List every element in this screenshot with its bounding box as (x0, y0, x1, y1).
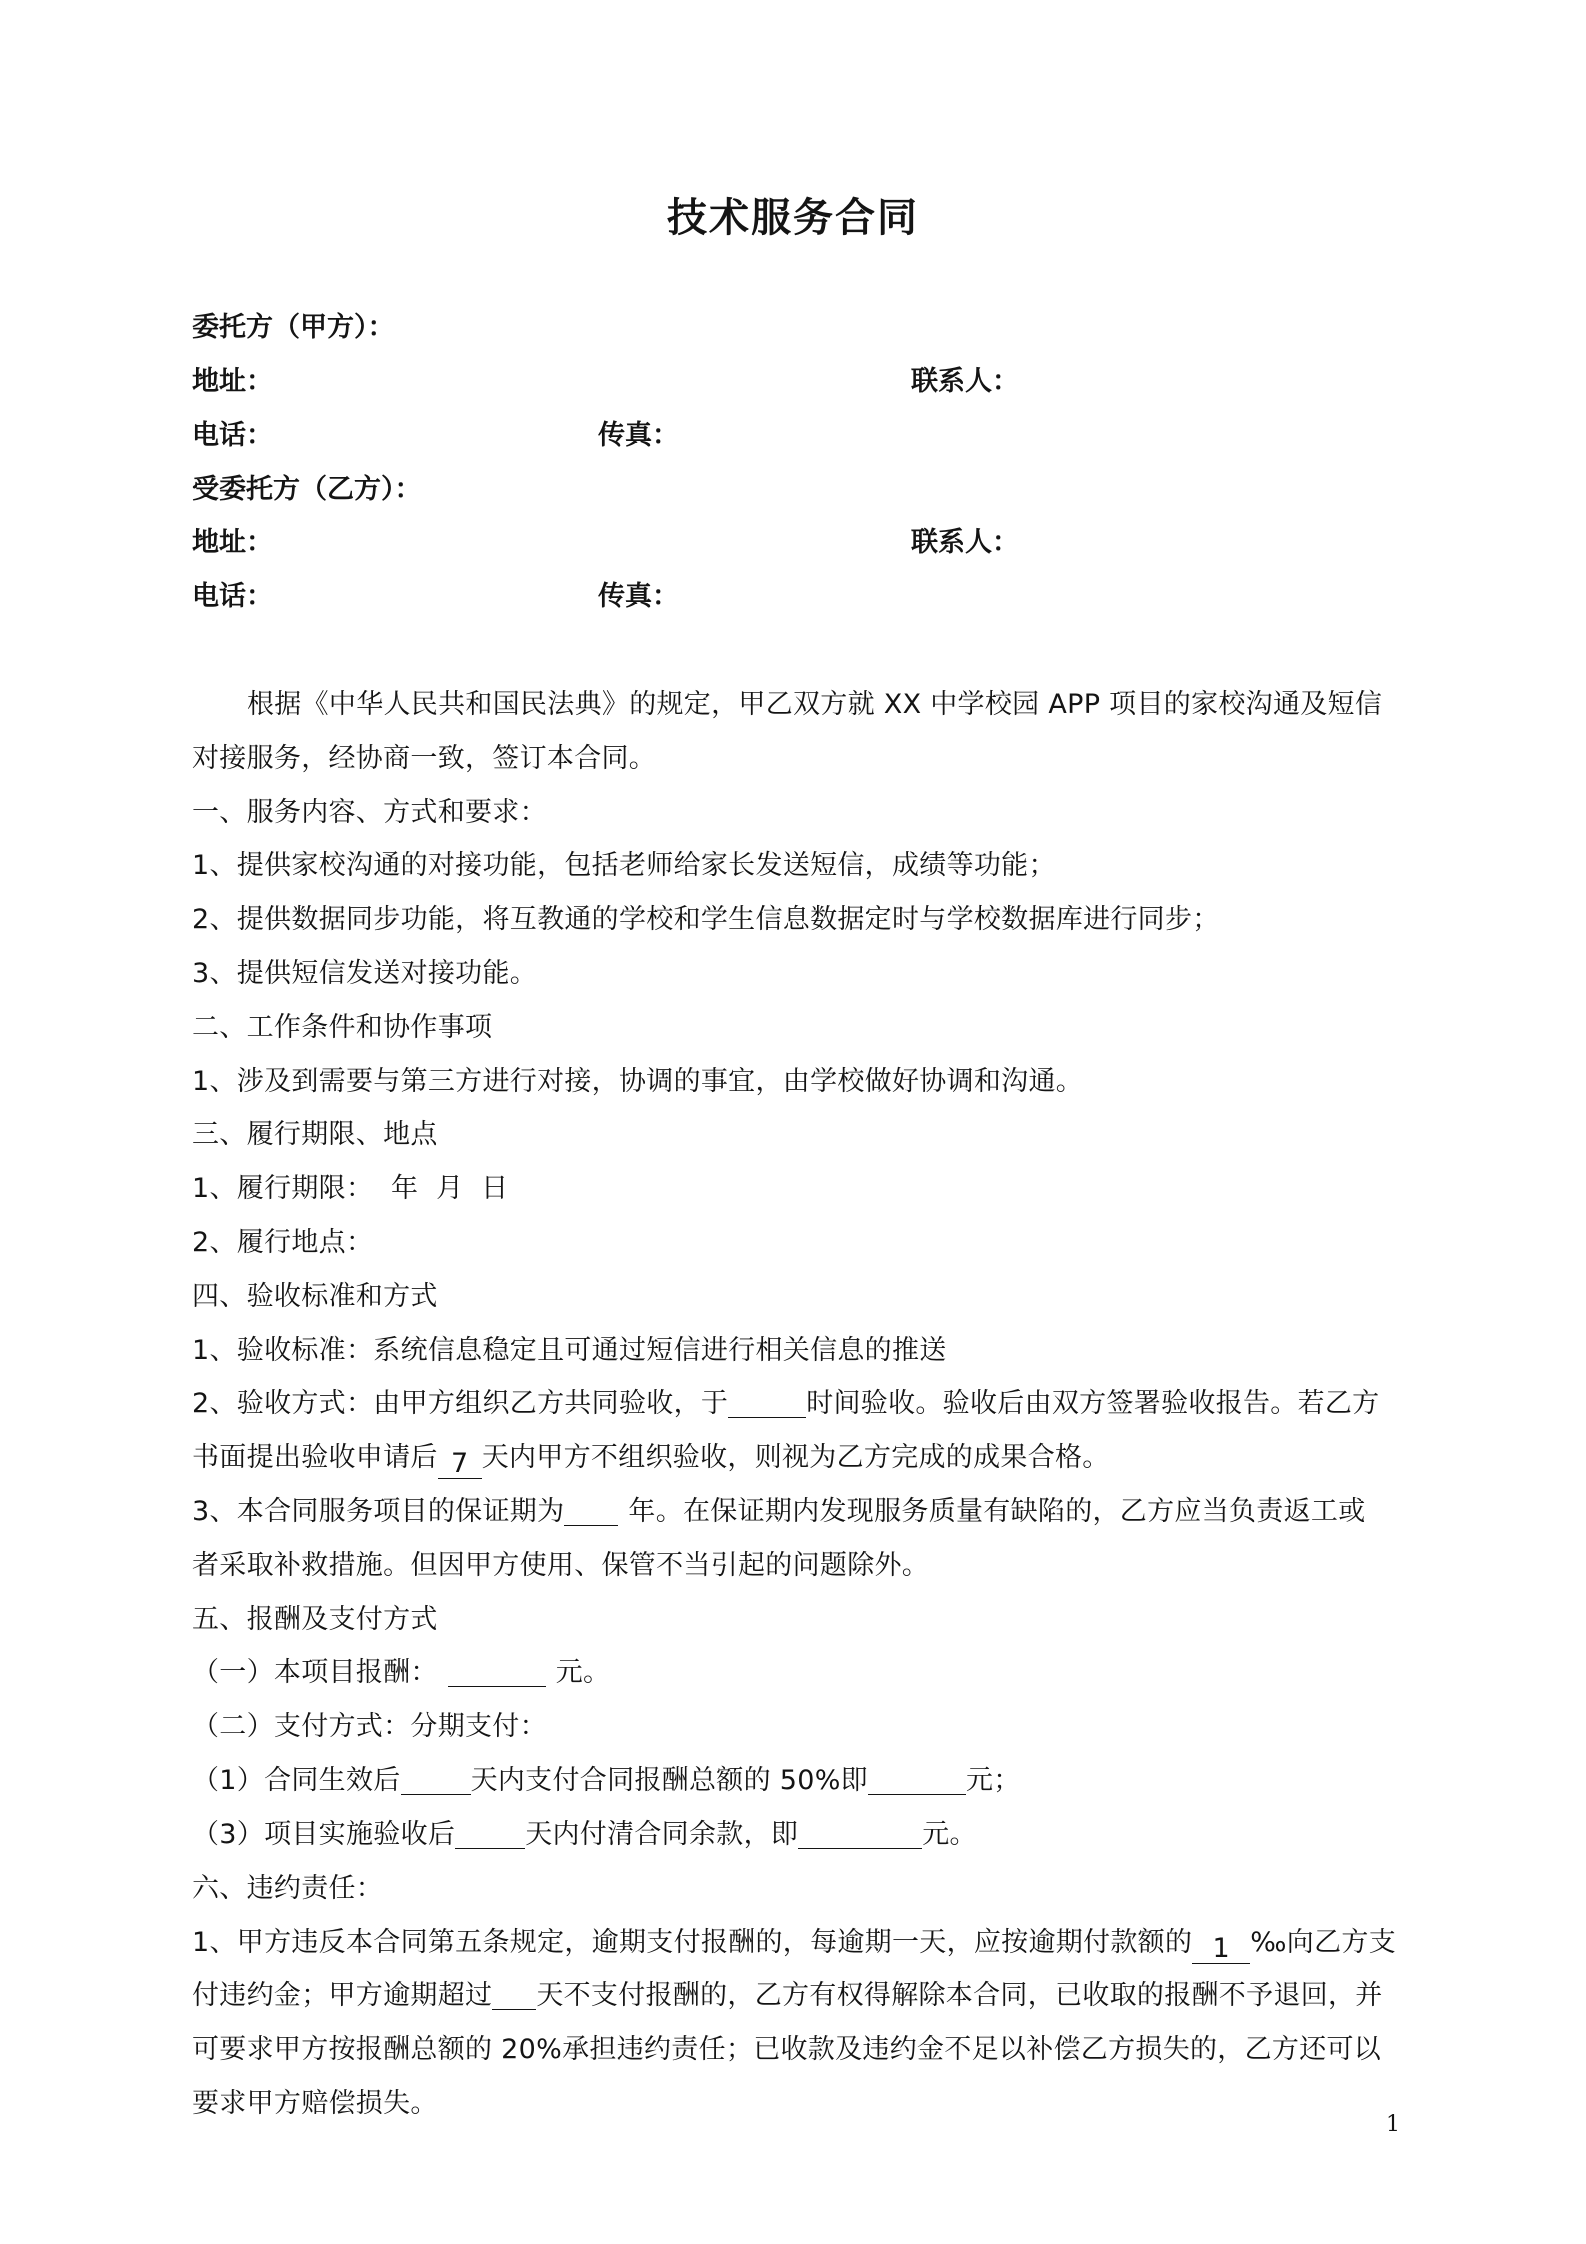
penalty-rate-blank: 1 (1192, 1933, 1250, 1964)
breach-text-1: 1、甲方违反本合同第五条规定，逾期支付报酬的，每逾期一天，应按逾期付款额的 (192, 1927, 1193, 1958)
phase-3-text-3: 元。 (922, 1819, 977, 1850)
breach-text-2: 付违约金；甲方逾期超过 (192, 1980, 493, 2011)
section-3-item-1: 1、履行期限： 年 月 日 (192, 1173, 509, 1204)
section-5-item-2: （二）支付方式：分期支付： (192, 1711, 547, 1742)
section-1-item-2: 2、提供数据同步功能，将互教通的学校和学生信息数据定时与学校数据库进行同步； (192, 904, 1220, 935)
section-6-line-2 (192, 1973, 1383, 2012)
party-b-address-label: 地址： (192, 527, 273, 558)
acceptance-method-text-2: 时间验收。验收后由双方签署验收报告。若乙方 (806, 1388, 1380, 1419)
acceptance-method-text: 2、验收方式：由甲方组织乙方共同验收，于 (192, 1388, 729, 1419)
party-b-phone-label: 电话： (192, 581, 273, 612)
phase-1-amount-blank (868, 1764, 966, 1795)
remuneration-label: （一）本项目报酬： (192, 1657, 438, 1688)
phase-1-text-4: 元； (965, 1765, 1021, 1796)
section-1-heading: 一、服务内容、方式和要求： (192, 797, 547, 828)
phase-1-text: （1）合同生效后 (192, 1765, 401, 1796)
section-5-heading: 五、报酬及支付方式 (192, 1604, 438, 1635)
party-a-address-label: 地址： (192, 366, 273, 397)
party-b-fax-label: 传真： (598, 581, 679, 612)
section-6-line-1 (192, 1920, 1396, 1964)
section-4-item-1: 1、验收标准：系统信息稳定且可通过短信进行相关信息的推送 (192, 1335, 947, 1366)
warranty-text-2: 年。在保证期内发现服务质量有缺陷的，乙方应当负责返工或 (628, 1496, 1366, 1527)
page-number: 1 (1386, 2112, 1400, 2137)
payment-phase-3 (192, 1812, 977, 1851)
section-2-heading: 二、工作条件和协作事项 (192, 1012, 493, 1043)
warranty-text: 3、本合同服务项目的保证期为 (192, 1496, 565, 1527)
section-6-line-3: 可要求甲方按报酬总额的 20%承担违约责任；已收款及违约金不足以补偿乙方损失的，乙方还可以 (192, 2034, 1382, 2065)
phase-1-days-blank (401, 1764, 471, 1795)
acceptance-days-blank: 7 (438, 1448, 482, 1479)
section-6-heading: 六、违约责任： (192, 1873, 384, 1904)
party-a-fax-label: 传真： (598, 420, 679, 451)
phase-3-days-blank (455, 1818, 525, 1849)
party-a-contact-label: 联系人： (911, 366, 1019, 397)
breach-text-2b: 天不支付报酬的，乙方有权得解除本合同，已收取的报酬不予退回，并 (536, 1980, 1383, 2011)
phase-3-text: （3）项目实施验收后 (192, 1819, 456, 1850)
section-4-item-2-line-2 (192, 1435, 1110, 1479)
section-3-heading: 三、履行期限、地点 (192, 1119, 438, 1150)
intro-line-2: 对接服务，经协商一致，签订本合同。 (192, 743, 657, 774)
phase-3-text-2: 天内付清合同余款，即 (525, 1819, 799, 1850)
section-4-heading: 四、验收标准和方式 (192, 1281, 438, 1312)
remuneration-unit: 元。 (555, 1657, 611, 1688)
section-5-item-1 (192, 1650, 610, 1689)
section-1-item-3: 3、提供短信发送对接功能。 (192, 958, 538, 989)
phase-1-text-3: %即 (814, 1765, 868, 1796)
intro-line-1: 根据《中华人民共和国民法典》的规定，甲乙双方就 XX 中学校园 APP 项目的家校沟通及短信 (247, 689, 1383, 720)
breach-text-1b: ‰向乙方支 (1250, 1927, 1397, 1958)
section-4-item-2-line-1 (192, 1381, 1380, 1420)
party-a-label: 委托方（甲方）： (192, 312, 395, 343)
section-4-item-3-line-1 (192, 1489, 1366, 1528)
acceptance-time-blank (728, 1387, 806, 1418)
acceptance-request-text: 书面提出验收申请后 (192, 1442, 438, 1473)
section-1-item-1: 1、提供家校沟通的对接功能，包括老师给家长发送短信，成绩等功能； (192, 850, 1056, 881)
payment-phase-1 (192, 1758, 1021, 1797)
remuneration-amount-blank (448, 1656, 546, 1687)
section-3-item-2: 2、履行地点： (192, 1227, 374, 1258)
section-2-item-1: 1、涉及到需要与第三方进行对接，协调的事宜，由学校做好协调和沟通。 (192, 1066, 1084, 1097)
party-b-contact-label: 联系人： (911, 527, 1019, 558)
party-a-phone-label: 电话： (192, 420, 273, 451)
page-title: 技术服务合同 (667, 195, 919, 241)
phase-3-amount-blank (798, 1818, 922, 1849)
phase-1-text-2: 天内支付合同报酬总额的 50 (470, 1765, 815, 1796)
section-6-line-4: 要求甲方赔偿损失。 (192, 2088, 438, 2119)
warranty-years-blank (564, 1495, 618, 1526)
overdue-days-blank (492, 1979, 536, 2010)
section-4-item-3-line-2: 者采取补救措施。但因甲方使用、保管不当引起的问题除外。 (192, 1550, 930, 1581)
acceptance-request-text-2: 天内甲方不组织验收，则视为乙方完成的成果合格。 (481, 1442, 1110, 1473)
party-b-label: 受委托方（乙方）： (192, 474, 422, 505)
